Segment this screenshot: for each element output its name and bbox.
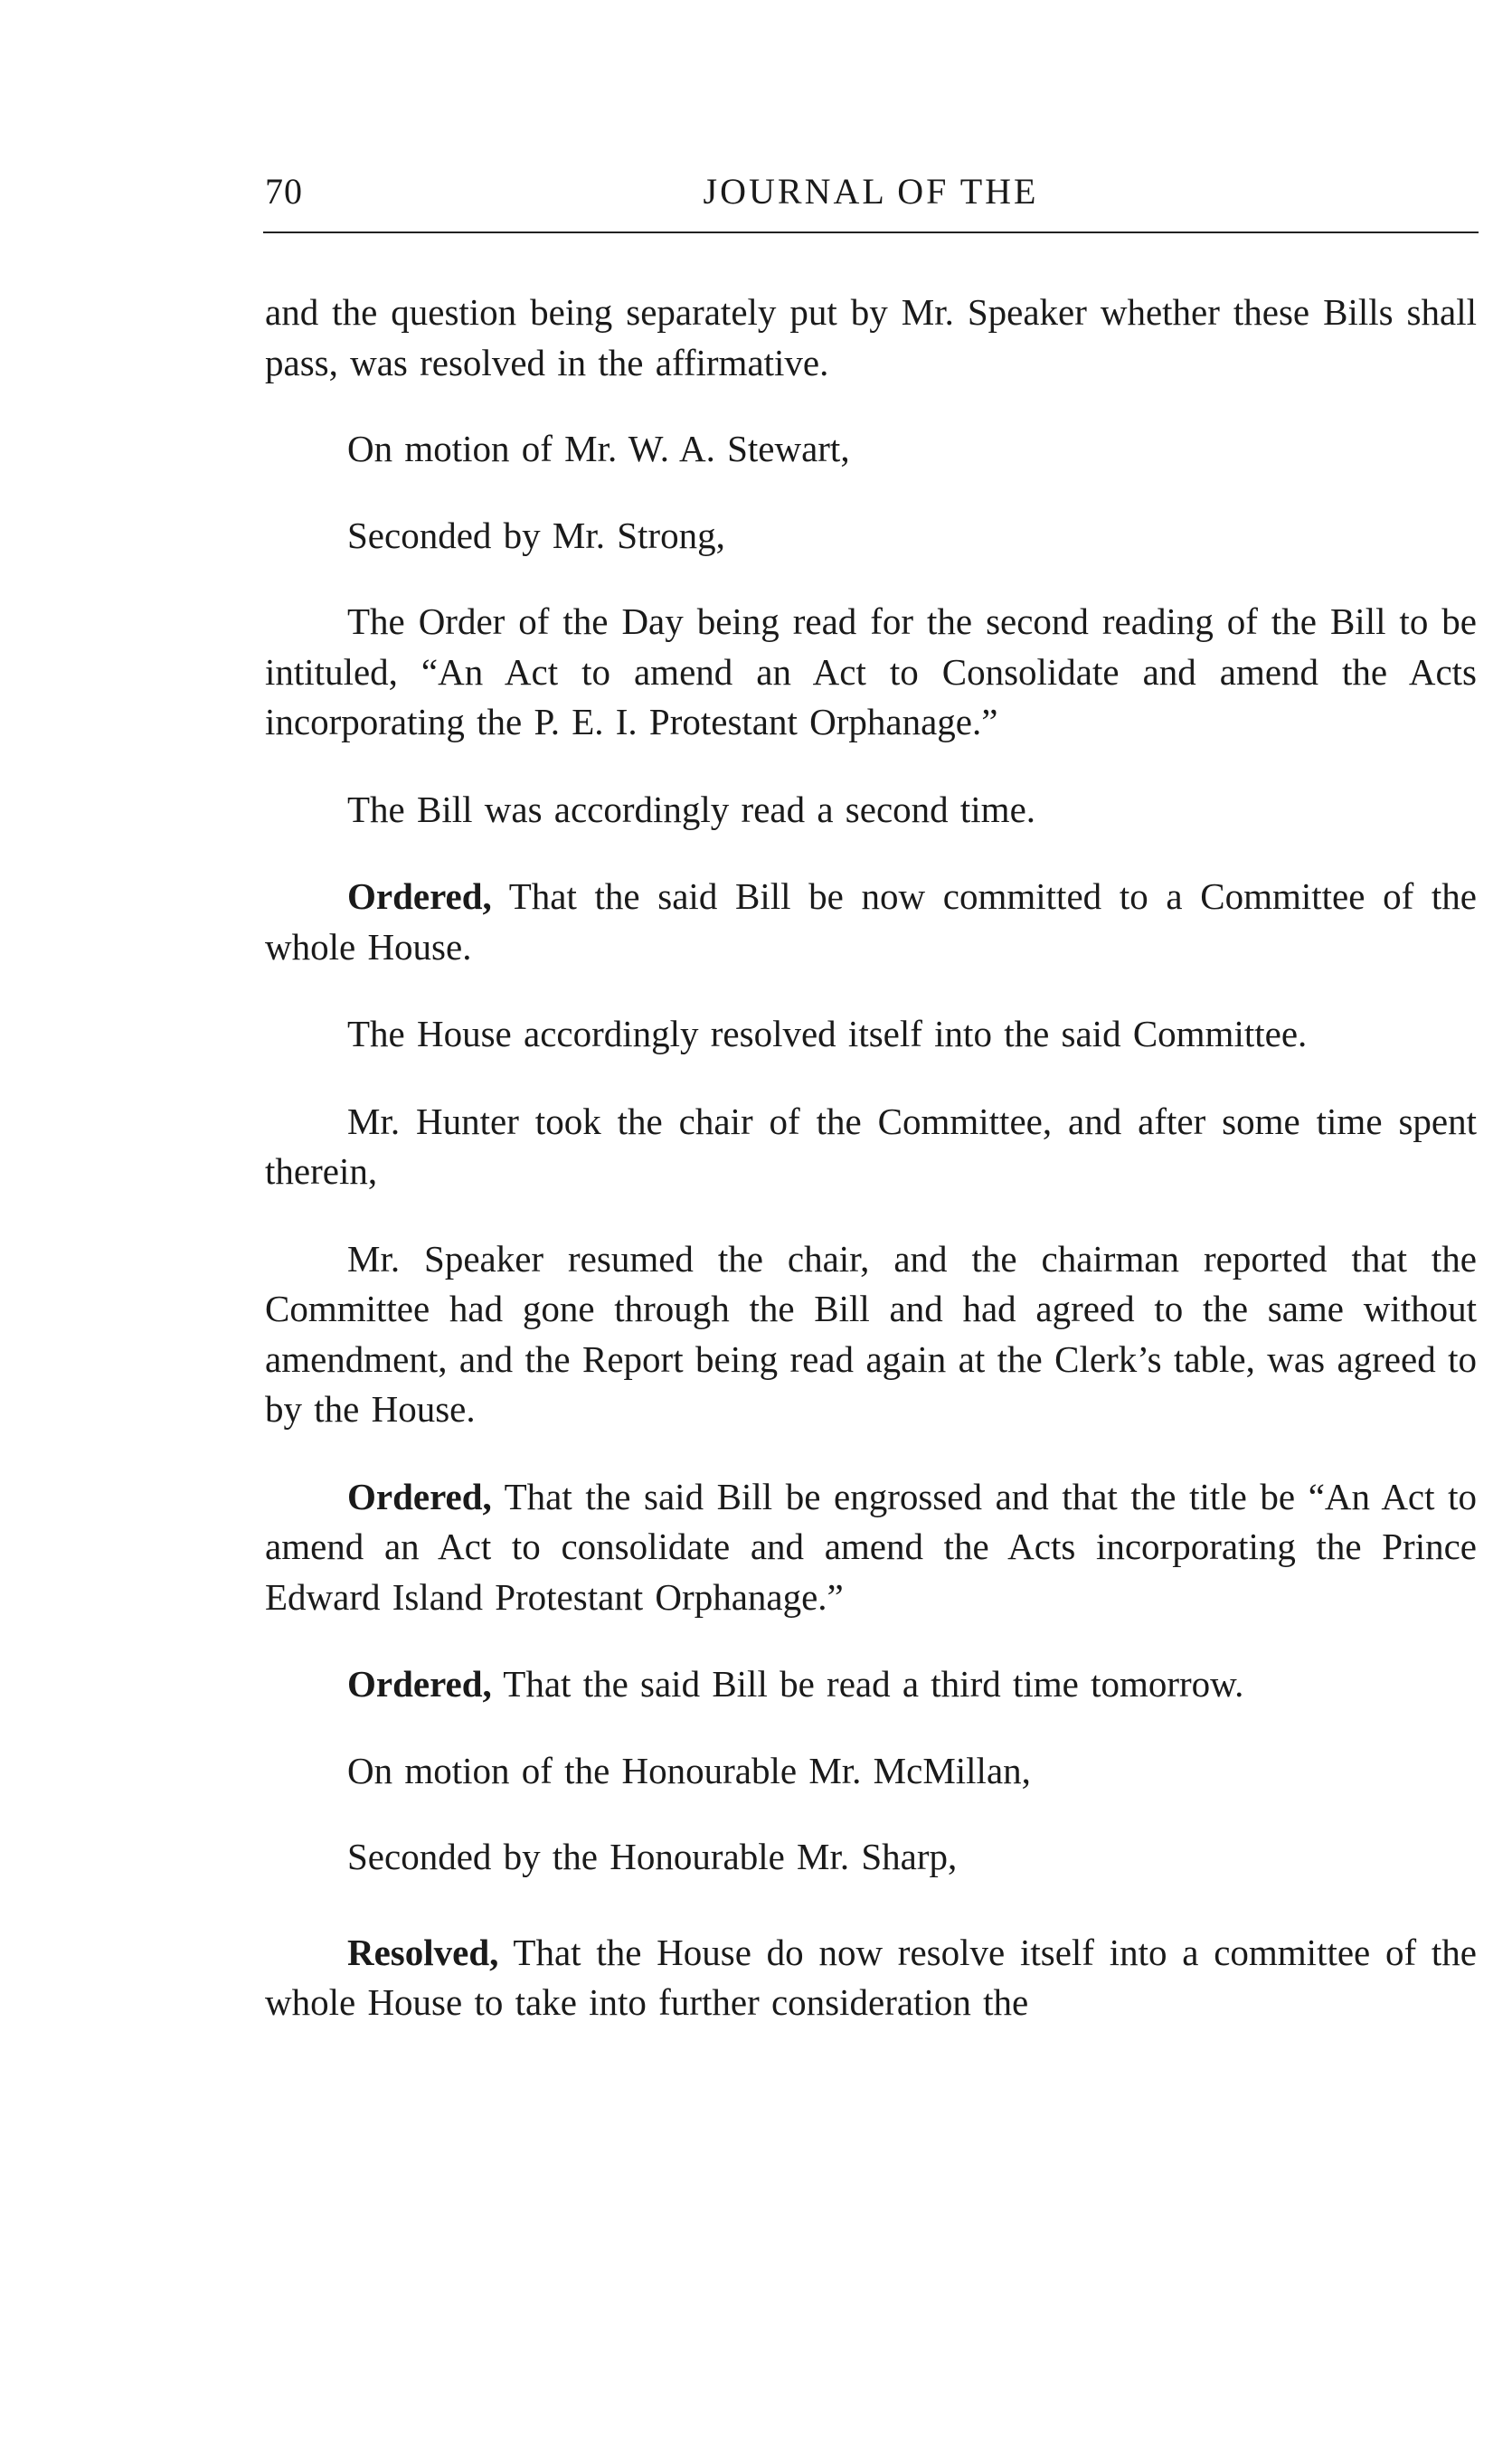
ordered-lead: Ordered, <box>347 875 492 917</box>
report-paragraph: Mr. Speaker resumed the chair, and the chairman reported that the Committee had gone through the Bill and had agreed to the same without amendment, and the Report being read again at the Clerk’s table, was agreed to by the House. <box>265 1237 1477 1430</box>
resolved-text: That the House do now resolve itself into a committee of the whole House to take into further consideration the <box>265 1931 1477 2023</box>
continuation-paragraph: and the question being separately put by Mr. Speaker whether these Bills shall pass, was resolved in the affirmative. <box>265 291 1477 383</box>
seconded-paragraph: Seconded by Mr. Strong, <box>347 514 725 556</box>
second-reading-paragraph: The Bill was accordingly read a second time. <box>347 788 1036 830</box>
chair-paragraph: Mr. Hunter took the chair of the Committee, and after some time spent therein, <box>265 1100 1477 1192</box>
page-header <box>265 170 1477 215</box>
motion-paragraph: On motion of Mr. W. A. Stewart, <box>347 428 850 469</box>
ordered-committed-paragraph <box>265 872 1477 972</box>
header-rule <box>263 231 1479 233</box>
order-of-day-paragraph: The Order of the Day being read for the second reading of the Bill to be intituled, “An Act to amend an Act to Consolidate and amend the Acts incorporating the P. E. I. Protestant Orphanage.” <box>265 600 1477 742</box>
ordered-text: That the said Bill be now committed to a Committee of the whole House. <box>265 875 1477 968</box>
journal-body <box>265 288 1477 2028</box>
ordered-engrossed-paragraph <box>265 1472 1477 1623</box>
motion-paragraph: On motion of the Honourable Mr. McMillan, <box>347 1749 1031 1791</box>
committee-paragraph: The House accordingly resolved itself into the said Committee. <box>347 1013 1308 1054</box>
ordered-lead: Ordered, <box>347 1475 492 1517</box>
ordered-text: That the said Bill be read a third time tomorrow. <box>491 1663 1244 1705</box>
running-head: JOURNAL OF THE <box>703 171 1039 212</box>
ordered-third-reading-paragraph <box>265 1659 1477 1710</box>
resolved-lead: Resolved, <box>347 1931 499 1973</box>
page-number: 70 <box>265 171 303 212</box>
resolved-paragraph <box>265 1928 1477 2028</box>
seconded-paragraph: Seconded by the Honourable Mr. Sharp, <box>347 1836 958 1877</box>
ordered-text: That the said Bill be engrossed and that the title be “An Act to amend an Act to consolidate and amend the Acts incorporating the Prince Edward Island Protestant Orphanage.” <box>265 1475 1477 1618</box>
ordered-lead: Ordered, <box>347 1663 492 1705</box>
